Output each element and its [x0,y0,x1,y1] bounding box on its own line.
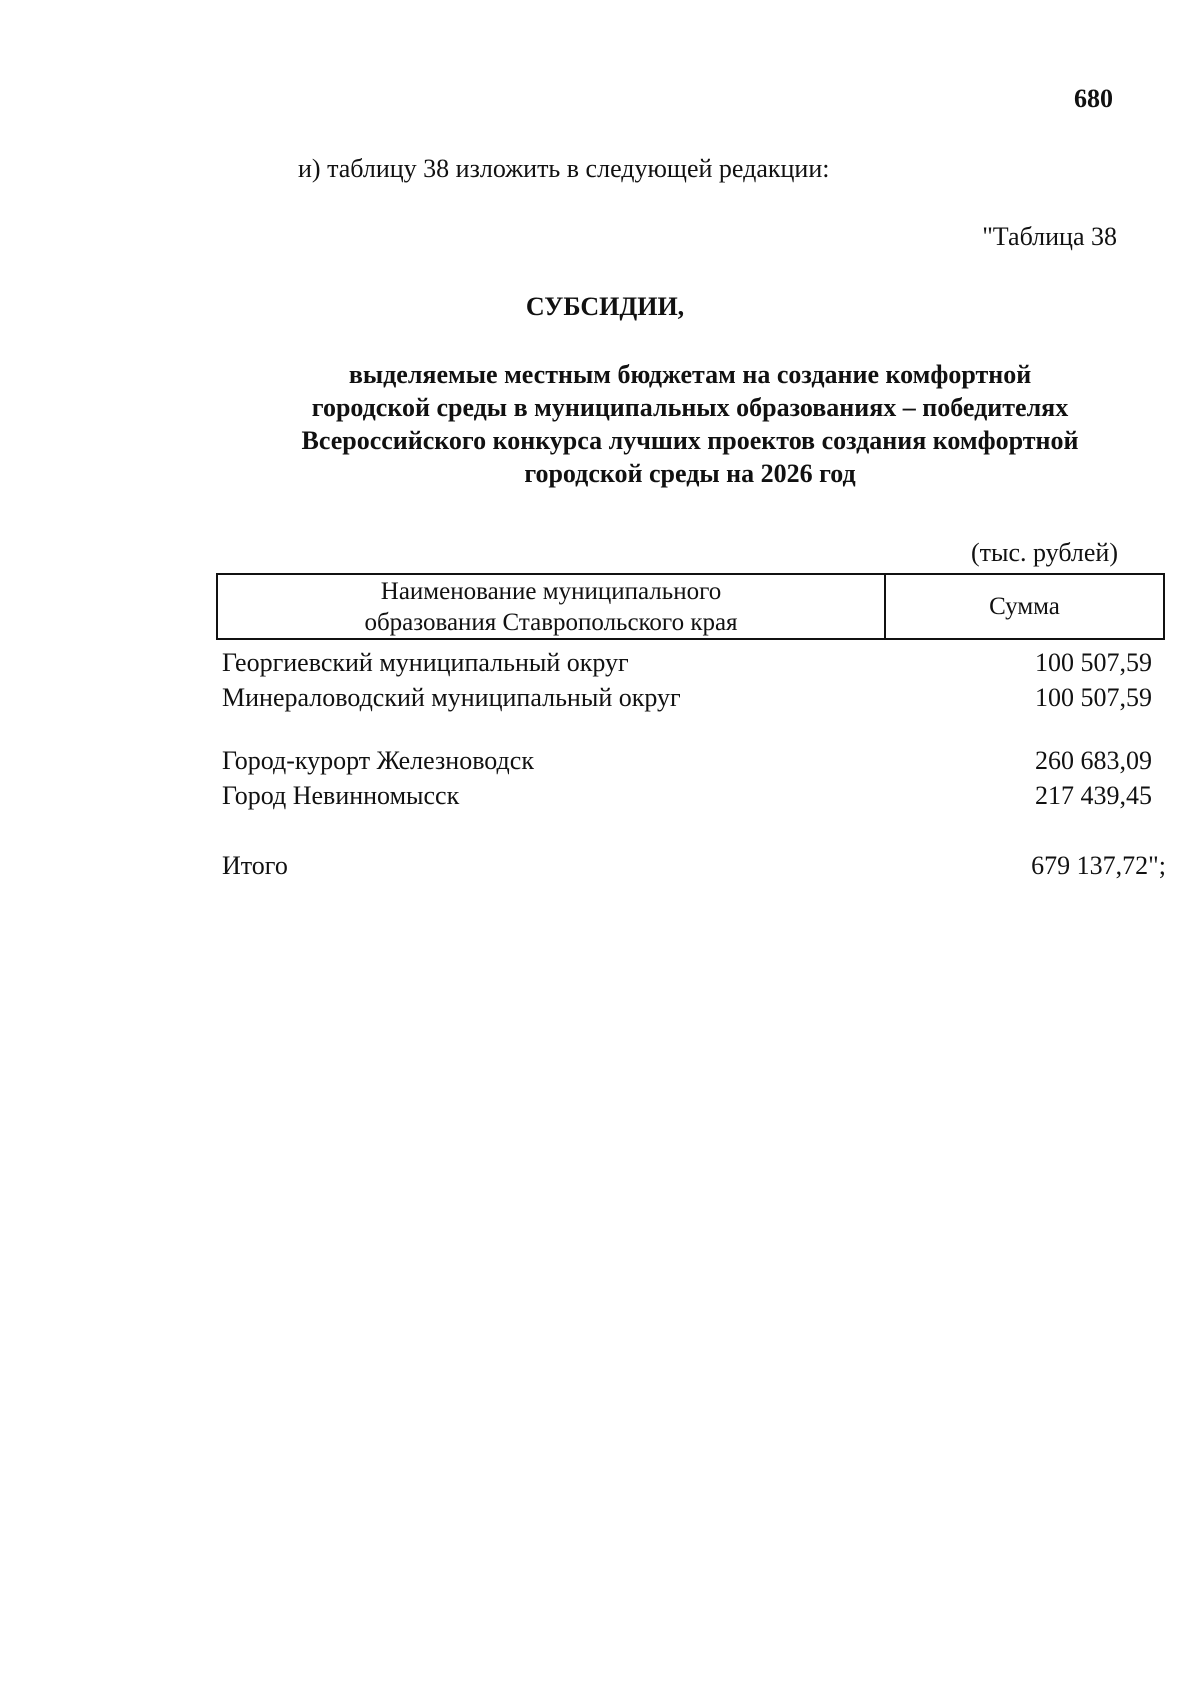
row-name: Георгиевский муниципальный округ [222,648,629,677]
table-header [216,573,1165,640]
row-value: 100 507,59 [1035,648,1152,677]
intro-text: и) таблицу 38 изложить в следующей редакции: [298,154,830,183]
row-value: 260 683,09 [1035,746,1152,775]
total-label: Итого [222,851,288,880]
header-name-cell [218,575,886,638]
table-label: "Таблица 38 [982,222,1117,251]
row-name: Город-курорт Железноводск [222,746,534,775]
row-name: Минераловодский муниципальный округ [222,683,681,712]
table-row [222,746,1152,776]
header-sum-cell: Сумма [989,593,1060,620]
table-row [222,648,1152,678]
header-name-line: образования Ставропольского края [364,608,738,636]
header-name-line: Наименование муниципального [380,577,722,605]
subtitle-line: выделяемые местным бюджетам на создание комфортной [348,360,1032,389]
document-subtitle [250,358,1130,490]
document-heading: СУБСИДИИ, [525,292,685,321]
subtitle-line: Всероссийского конкурса лучших проектов создания комфортной [301,426,1079,455]
total-row [222,851,1166,881]
row-name: Город Невинномысск [222,781,460,810]
subtitle-line: городской среды на 2026 год [524,459,856,488]
table-row [222,781,1152,811]
table-row [222,683,1152,713]
total-value: 679 137,72"; [1031,851,1166,880]
row-value: 100 507,59 [1035,683,1152,712]
page-number: 680 [1074,84,1113,113]
subtitle-line: городской среды в муниципальных образованиях – победителях [311,393,1069,422]
row-value: 217 439,45 [1035,781,1152,810]
units-label: (тыс. рублей) [970,538,1118,567]
